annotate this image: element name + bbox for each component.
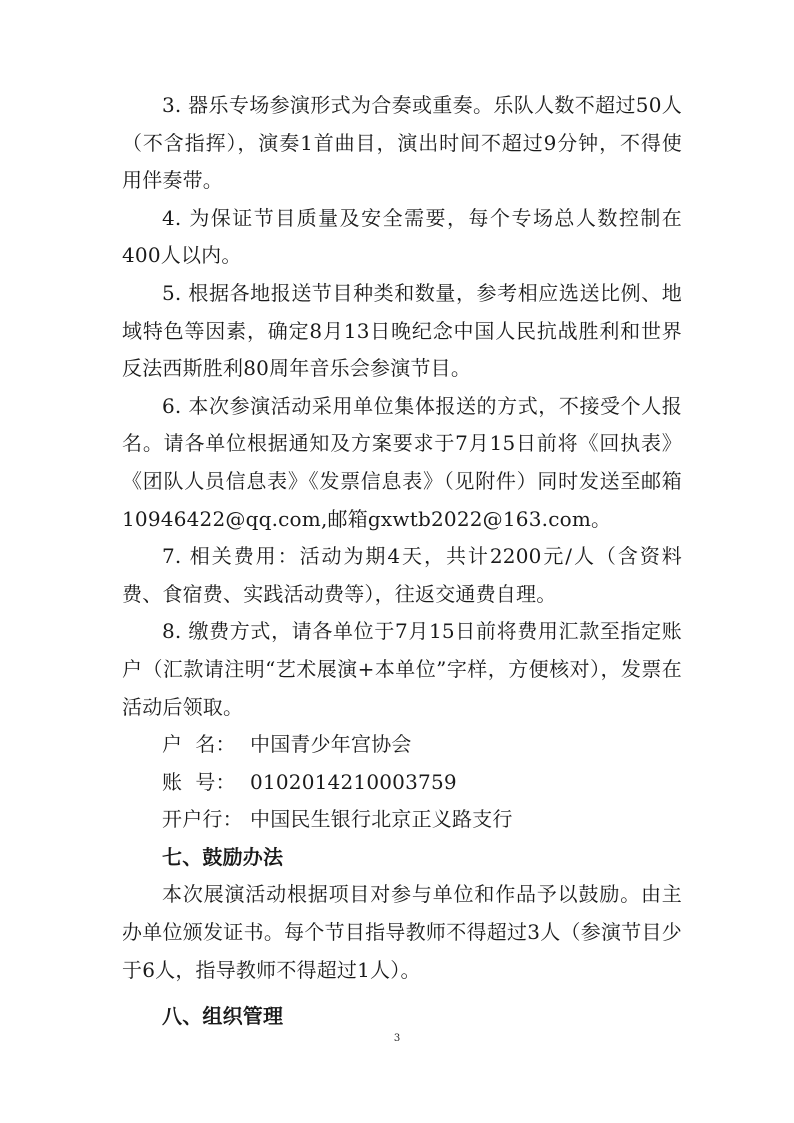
paragraph-total-headcount: 4. 为保证节目质量及安全需要，每个专场总人数控制在400人以内。 (122, 205, 682, 268)
account-bank-value: 中国民生银行北京正义路支行 (250, 807, 513, 832)
document-body (122, 87, 682, 1036)
account-name-row (122, 726, 682, 764)
page-number: 3 (393, 1033, 401, 1044)
paragraph-registration-method: 6. 本次参演活动采用单位集体报送的方式，不接受个人报名。请各单位根据通知及方案要求于7月15日前将《回执表》《团队人员信息表》《发票信息表》（见附件）同时发送至邮箱10946422@qq.com,邮箱gxwtb2022@163.com。 (122, 393, 682, 531)
account-number-label: 账 号： (162, 769, 236, 794)
account-number-value: 0102014210003759 (250, 769, 457, 794)
account-name-label: 户 名： (162, 732, 236, 757)
section-7-heading: 七、鼓励办法 (162, 844, 284, 869)
account-name-value: 中国青少年宫协会 (250, 732, 412, 757)
section-8-heading: 八、组织管理 (162, 1004, 284, 1029)
paragraph-instrumental-rules: 3. 器乐专场参演形式为合奏或重奏。乐队人数不超过50人（不含指挥），演奏1首曲目，演出时间不超过9分钟，不得使用伴奏带。 (122, 93, 682, 193)
section-7-body: 本次展演活动根据项目对参与单位和作品予以鼓励。由主办单位颁发证书。每个节目指导教师不得超过3人（参演节目少于6人，指导教师不得超过1人）。 (122, 882, 682, 982)
paragraph-payment-method: 8. 缴费方式，请各单位于7月15日前将费用汇款至指定账户（汇款请注明“艺术展演+本单位”字样，方便核对），发票在活动后领取。 (122, 619, 682, 719)
account-bank-label: 开户行： (162, 807, 243, 832)
paragraph-fees: 7. 相关费用：活动为期4天，共计2200元/人（含资料费、食宿费、实践活动费等），往返交通费自理。 (122, 544, 682, 606)
account-number-row (122, 764, 682, 802)
account-bank-row (122, 801, 682, 839)
paragraph-selection-criteria: 5. 根据各地报送节目种类和数量，参考相应选送比例、地域特色等因素，确定8月13日晚纪念中国人民抗战胜利和世界反法西斯胜利80周年音乐会参演节目。 (122, 280, 682, 381)
